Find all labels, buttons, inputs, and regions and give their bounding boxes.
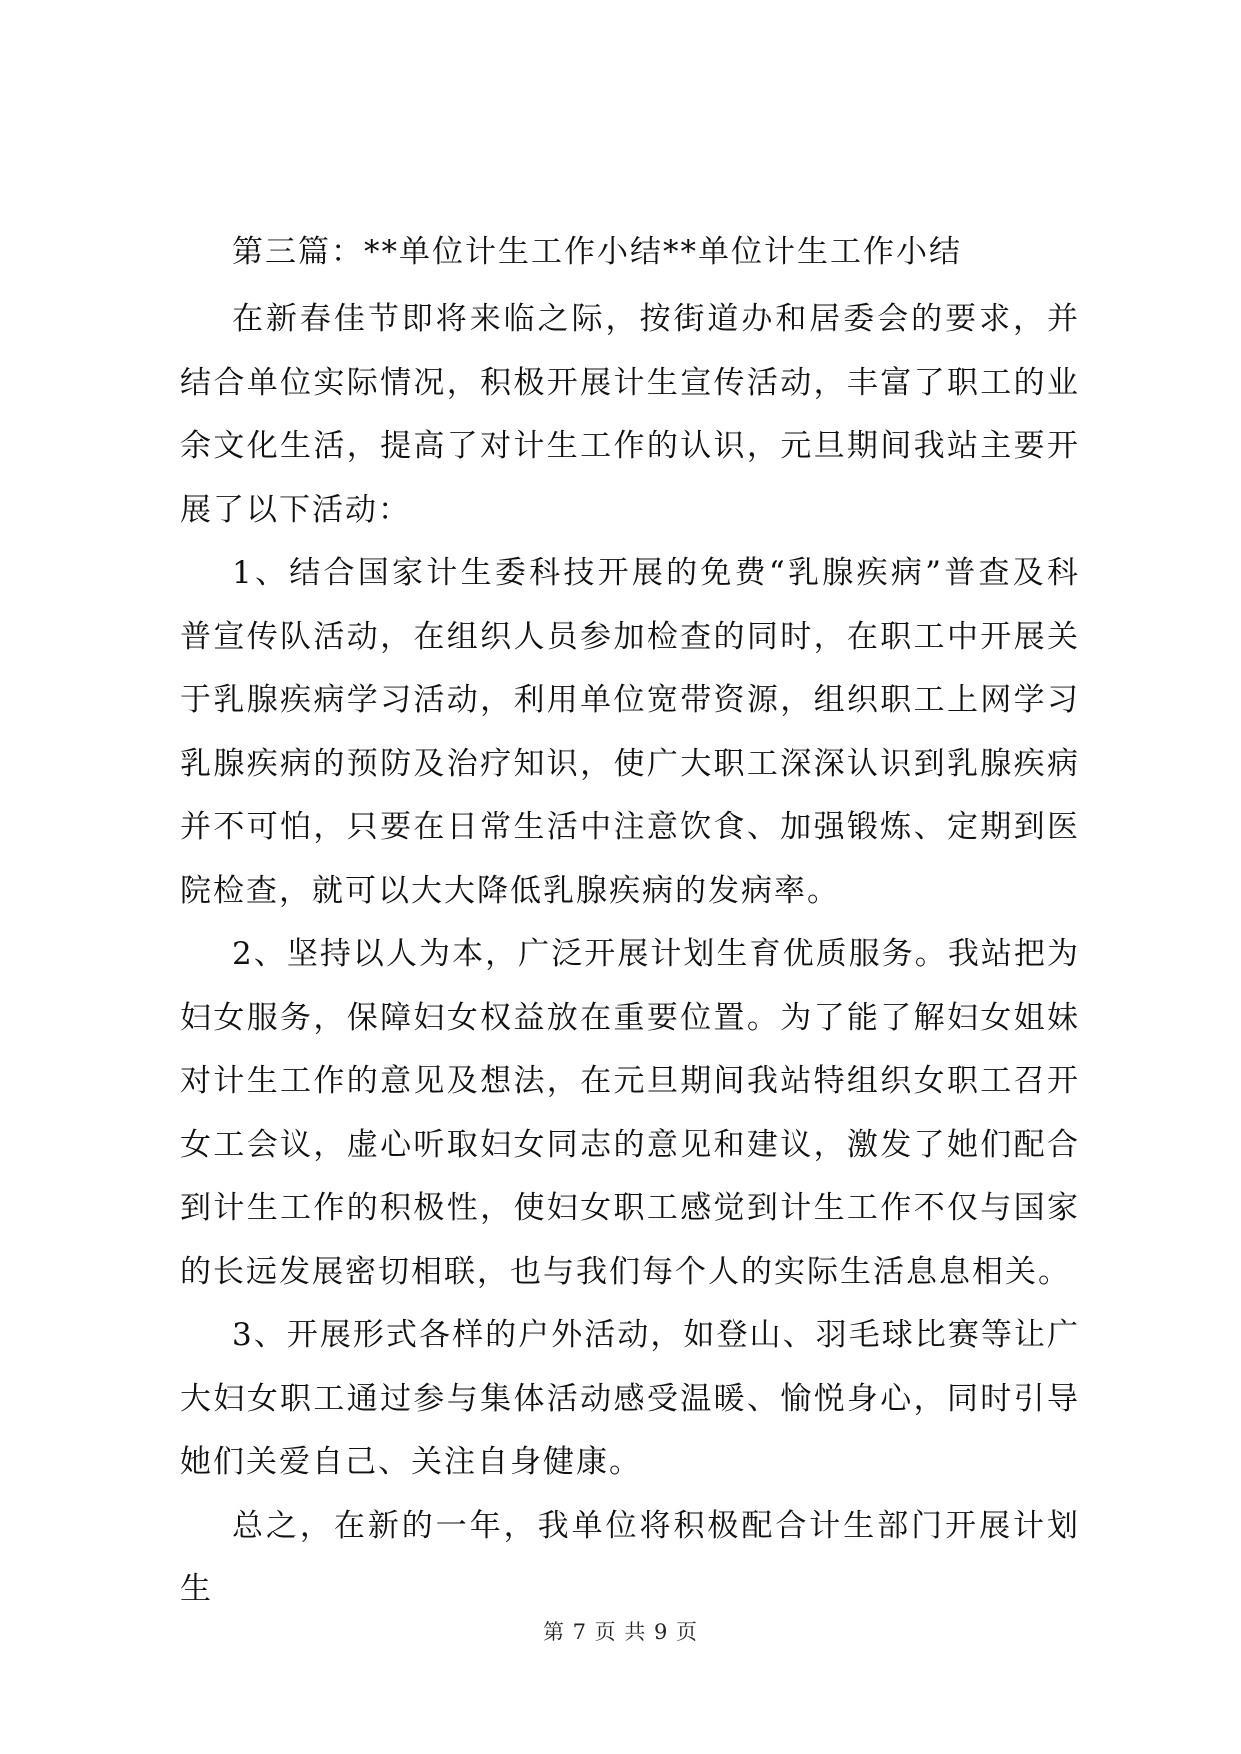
paragraph-item-2: 2、坚持以人为本，广泛开展计划生育优质服务。我站把为妇女服务，保障妇女权益放在重要位置。为了能了解妇女姐妹对计生工作的意见及想法，在元旦期间我站特组织女职工召开女工会议，虚心听取妇女同志的意见和建议，激发了她们配合到计生工作的积极性，使妇女职工感觉到计生工作不仅与国家的长远发展密切相联，也与我们每个人的实际生活息息相关。: [180, 936, 1080, 1290]
paragraph-conclusion: 总之，在新的一年，我单位将积极配合计生部门开展计划生: [180, 1507, 1080, 1607]
paragraph-item-3: 3、开展形式各样的户外活动，如登山、羽毛球比赛等让广大妇女职工通过参与集体活动感受温暖、愉悦身心，同时引导她们关爱自己、关注自身健康。: [180, 1317, 1080, 1480]
page-number-footer: 第 7 页 共 9 页: [542, 1620, 699, 1644]
paragraph-intro: 在新春佳节即将来临之际，按街道办和居委会的要求，并结合单位实际情况，积极开展计生宣传活动，丰富了职工的业余文化生活，提高了对计生工作的认识，元旦期间我站主要开展了以下活动：: [180, 301, 1080, 528]
document-title: 第三篇：**单位计生工作小结**单位计生工作小结: [232, 234, 962, 270]
document-body: [180, 228, 1080, 1622]
paragraph-item-1: 1、结合国家计生委科技开展的免费“乳腺疾病”普查及科普宣传队活动，在组织人员参加检查的同时，在职工中开展关于乳腺疾病学习活动，利用单位宽带资源，组织职工上网学习乳腺疾病的预防及治疗知识，使广大职工深深认识到乳腺疾病并不可怕，只要在日常生活中注意饮食、加强锻炼、定期到医院检查，就可以大大降低乳腺疾病的发病率。: [180, 555, 1080, 909]
